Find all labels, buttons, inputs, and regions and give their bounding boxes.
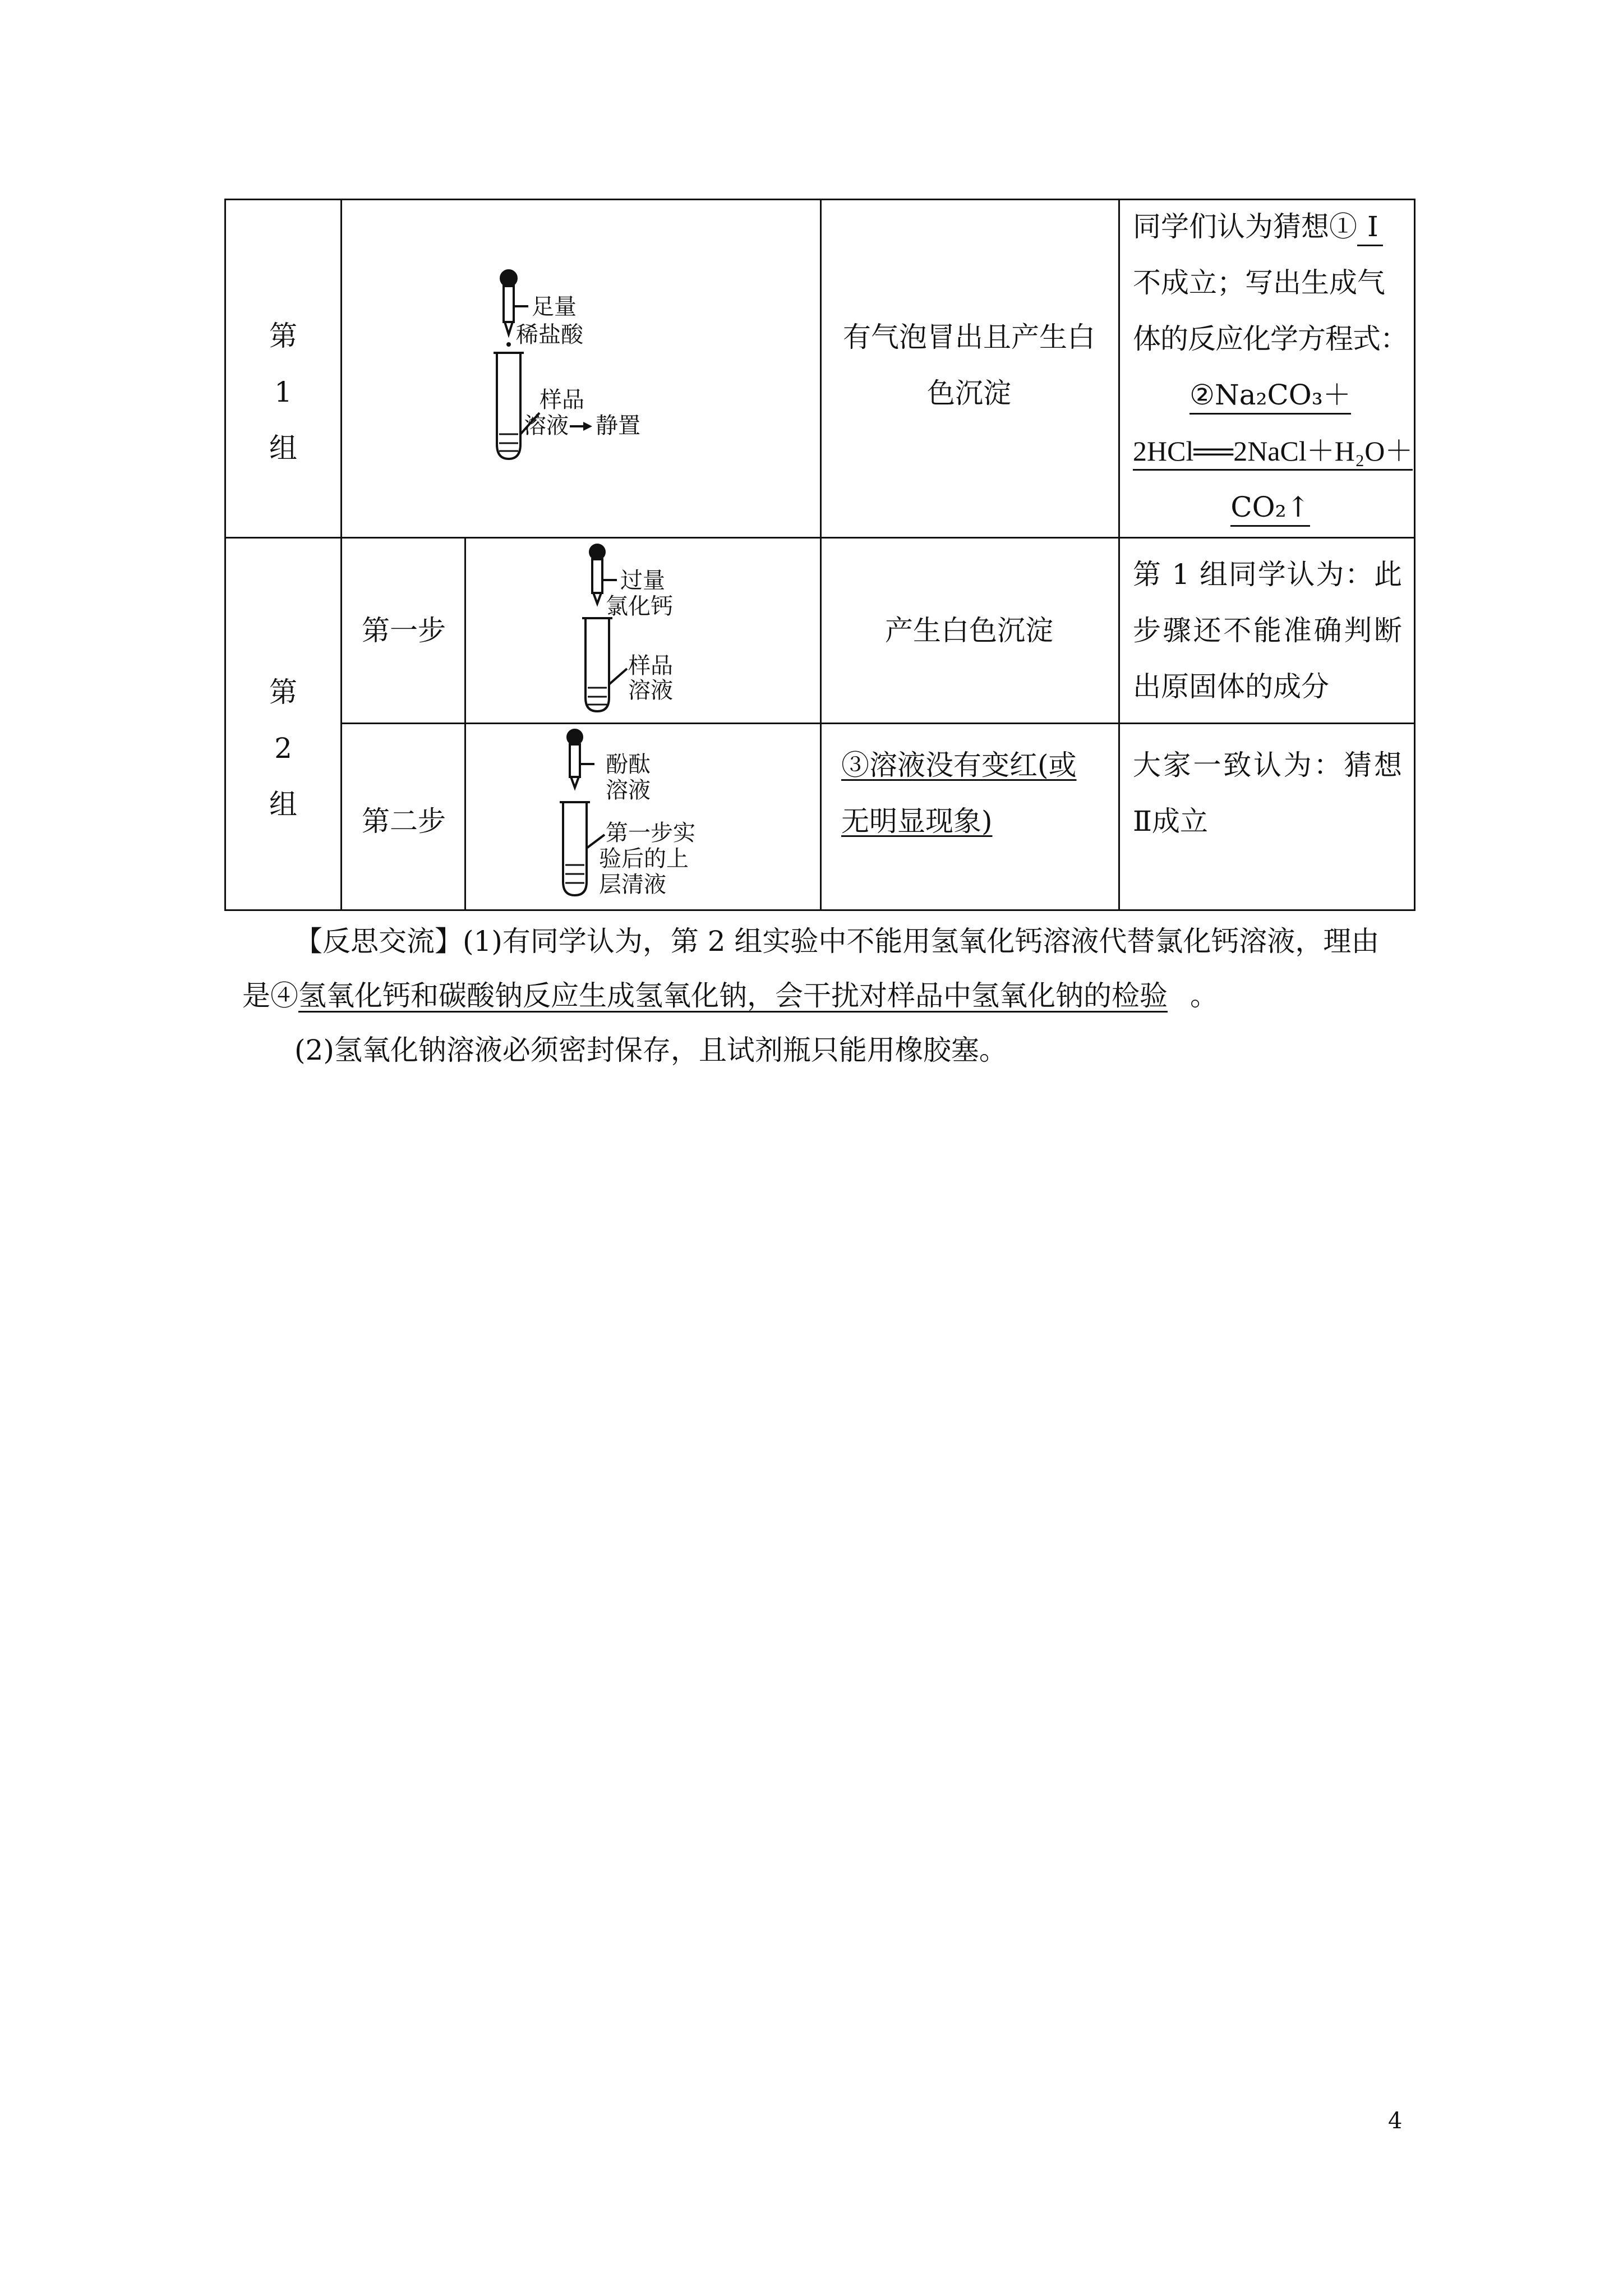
answer-blank-1: Ⅰ <box>1357 209 1383 246</box>
action-label: 静置 <box>596 413 640 439</box>
reflection-paragraph-2: (2)氢氧化钠溶液必须密封保存，且试剂瓶只能用橡胶塞。 <box>294 1034 1007 1066</box>
conclusion-line: 体的反应化学方程式： <box>1133 323 1408 355</box>
step1-label: 第一步 <box>362 614 446 647</box>
table-rule-label-col <box>340 199 342 911</box>
answer-blank-2: CO₂↑ <box>1230 490 1310 527</box>
step1-test-tube-figure <box>572 541 740 720</box>
reflection-paragraph-1-line-2 <box>242 979 1218 1013</box>
arrow-right-icon <box>570 422 592 431</box>
reflection-paragraph-1-line-1 <box>294 924 1379 958</box>
table-border-right <box>1414 199 1415 911</box>
reflection-heading: 【反思交流】 <box>294 925 463 958</box>
conclusion-text: 同学们认为猜想① <box>1133 210 1357 243</box>
equation-line <box>1133 423 1413 479</box>
sample-label: 溶液 <box>524 413 569 439</box>
group2-label: 第 2 组 <box>269 676 297 821</box>
drop-icon <box>506 342 511 347</box>
dropper-icon <box>568 730 594 788</box>
table-border-left <box>224 199 226 911</box>
answer-blank-3: ③溶液没有变红(或无明显现象) <box>841 749 1077 838</box>
reagent-label: 过量 <box>620 568 665 593</box>
group1-label: 第 1 组 <box>269 320 297 464</box>
table-rule-phenomenon-col <box>1118 199 1120 911</box>
answer-blank-4: 氢氧化钙和碳酸钠反应生成氢氧化钠，会干扰对样品中氢氧化钠的检验 <box>298 979 1168 1012</box>
sample-label: 溶液 <box>628 678 673 703</box>
step2-label: 第二步 <box>362 805 446 838</box>
test-tube-icon <box>582 618 627 711</box>
group1-test-tube-figure <box>477 266 712 479</box>
answer-blank-2: 2HCl══2NaCl＋H₂O＋ <box>1133 434 1413 471</box>
sample-label: 样品 <box>628 653 673 679</box>
equation-line <box>1133 479 1408 535</box>
test-tube-icon <box>560 802 605 895</box>
answer-blank-2: ②Na₂CO₃＋ <box>1189 378 1351 415</box>
reagent-label: 溶液 <box>606 777 651 803</box>
page-number: 4 <box>1388 2108 1403 2134</box>
step2-phenomenon <box>841 737 1097 849</box>
equation-line <box>1133 367 1408 423</box>
reagent-label: 氯化钙 <box>606 593 673 619</box>
group1-conclusion <box>1133 199 1413 535</box>
group1-phenomenon: 有气泡冒出且产生白色沉淀 <box>843 321 1095 409</box>
conclusion-line: 不成立；写出生成气 <box>1133 266 1385 299</box>
step2-conclusion: 大家一致认为：猜想Ⅱ成立 <box>1133 749 1402 838</box>
reagent-label: 足量 <box>532 294 577 320</box>
sample-label: 层清液 <box>599 872 666 898</box>
sample-label: 第一步实 <box>606 820 695 846</box>
experiment-table <box>224 199 1415 911</box>
step1-conclusion: 第 1 组同学认为：此步骤还不能准确判断出原固体的成分 <box>1133 558 1402 703</box>
sample-label: 样品 <box>540 387 584 413</box>
sample-label: 验后的上 <box>599 846 689 872</box>
table-rule-step-col <box>464 537 466 911</box>
test-tube-icon <box>494 353 540 459</box>
table-rule-figure-col <box>820 199 822 911</box>
step1-phenomenon: 产生白色沉淀 <box>885 614 1053 647</box>
conclusion-line <box>1133 199 1408 255</box>
table-rule-step1-bottom <box>340 723 1415 724</box>
reagent-label: 稀盐酸 <box>516 322 583 348</box>
reflection-text: (1)有同学认为，第 2 组实验中不能用氢氧化钙溶液代替氯化钙溶液，理由 <box>463 925 1380 958</box>
reflection-text: 是④ <box>242 979 298 1012</box>
reagent-label: 酚酞 <box>606 752 651 777</box>
step2-test-tube-figure <box>550 716 740 907</box>
reflection-text: 。 <box>1190 979 1218 1012</box>
